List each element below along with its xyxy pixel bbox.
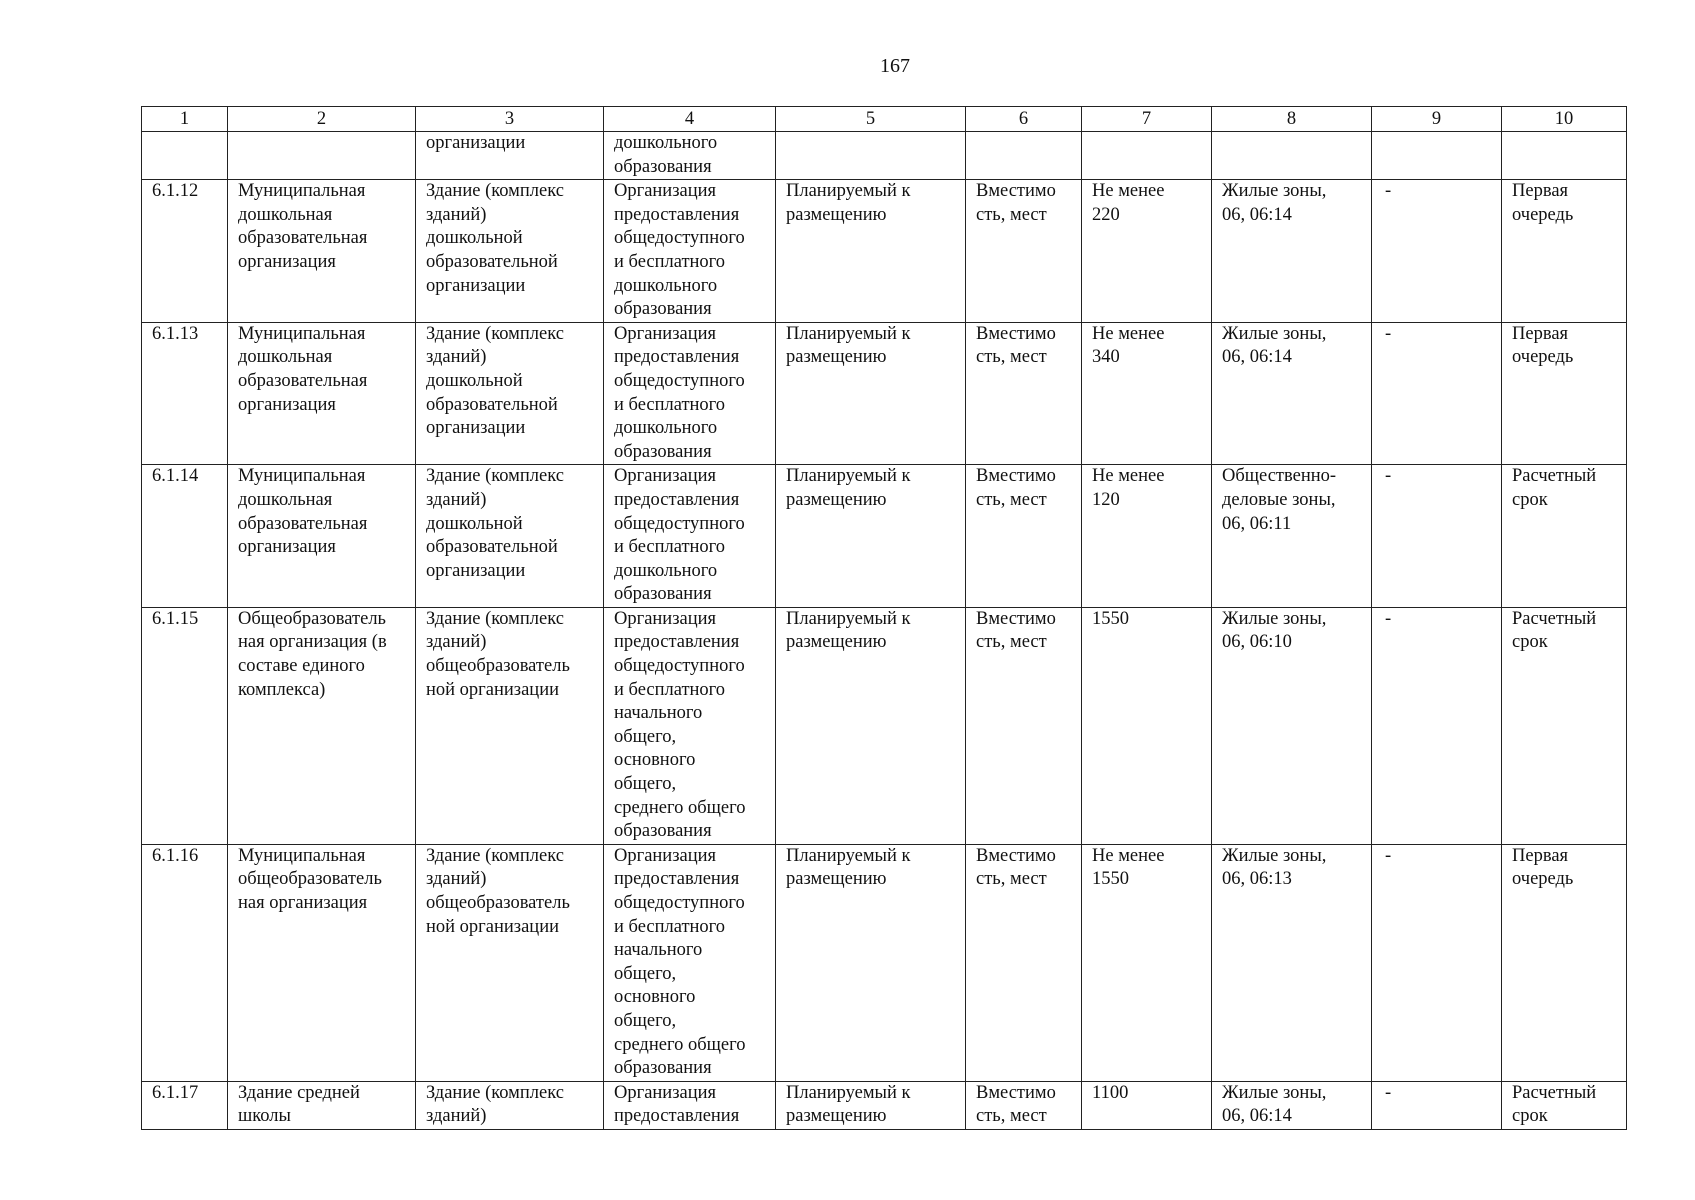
table-cell: 1100 [1082, 1081, 1212, 1129]
table-cell [966, 132, 1082, 180]
table-cell: Общественно- деловые зоны, 06, 06:11 [1212, 465, 1372, 608]
table-cell: Расчетный срок [1502, 1081, 1627, 1129]
table-cell [1082, 132, 1212, 180]
table-cell: Здание (комплекс зданий) дошкольной образовательной организации [416, 465, 604, 608]
table-cell: Расчетный срок [1502, 465, 1627, 608]
table-cell: Муниципальная дошкольная образовательная организация [228, 322, 416, 465]
table-cell: Не менее 1550 [1082, 844, 1212, 1081]
table-cell: Вместимо сть, мест [966, 607, 1082, 844]
table-cell: 6.1.12 [142, 180, 228, 323]
table-cell: Здание (комплекс зданий) общеобразователь ной организации [416, 844, 604, 1081]
table-cell: Планируемый к размещению [776, 465, 966, 608]
table-cell: - [1372, 180, 1502, 323]
table-cell: Организация предоставления общедоступного и бесплатного дошкольного образования [604, 465, 776, 608]
header-row [142, 107, 1627, 132]
table-cell: Не менее 120 [1082, 465, 1212, 608]
table-cell: Организация предоставления общедоступного и бесплатного начального общего, основного общего, среднего общего образования [604, 607, 776, 844]
table-cell: Не менее 340 [1082, 322, 1212, 465]
table-cell: Жилые зоны, 06, 06:14 [1212, 1081, 1372, 1129]
table-cell: - [1372, 1081, 1502, 1129]
table-cell: Первая очередь [1502, 844, 1627, 1081]
table-cell: Вместимо сть, мест [966, 322, 1082, 465]
column-header: 6 [966, 107, 1082, 132]
table-cell: Жилые зоны, 06, 06:14 [1212, 322, 1372, 465]
column-header: 10 [1502, 107, 1627, 132]
table-row [142, 844, 1627, 1081]
table-cell: 6.1.16 [142, 844, 228, 1081]
table-cell: Муниципальная дошкольная образовательная организация [228, 465, 416, 608]
table-cell: Организация предоставления общедоступного и бесплатного дошкольного образования [604, 322, 776, 465]
table-cell: Организация предоставления общедоступного и бесплатного начального общего, основного общего, среднего общего образования [604, 844, 776, 1081]
column-header: 9 [1372, 107, 1502, 132]
table-cell: Вместимо сть, мест [966, 465, 1082, 608]
table-row [142, 322, 1627, 465]
column-header: 1 [142, 107, 228, 132]
table-cell: Планируемый к размещению [776, 180, 966, 323]
table-row [142, 1081, 1627, 1129]
table-cell: дошкольного образования [604, 132, 776, 180]
table-cell: Первая очередь [1502, 322, 1627, 465]
table-cell [1212, 132, 1372, 180]
table-cell: Вместимо сть, мест [966, 844, 1082, 1081]
table-cell: 6.1.17 [142, 1081, 228, 1129]
table-cell: 6.1.13 [142, 322, 228, 465]
table-cell: 6.1.14 [142, 465, 228, 608]
table-cell: 6.1.15 [142, 607, 228, 844]
table-row [142, 132, 1627, 180]
table-cell: - [1372, 844, 1502, 1081]
table-cell: Первая очередь [1502, 180, 1627, 323]
column-header: 7 [1082, 107, 1212, 132]
table-cell: - [1372, 465, 1502, 608]
table-cell: Планируемый к размещению [776, 607, 966, 844]
table-cell: Здание (комплекс зданий) дошкольной образовательной организации [416, 180, 604, 323]
table-row [142, 465, 1627, 608]
table-cell: Здание (комплекс зданий) общеобразователь ной организации [416, 607, 604, 844]
column-header: 4 [604, 107, 776, 132]
table-cell: Муниципальная дошкольная образовательная организация [228, 180, 416, 323]
table-cell: Жилые зоны, 06, 06:14 [1212, 180, 1372, 323]
table-cell: Не менее 220 [1082, 180, 1212, 323]
planning-table [141, 106, 1627, 1130]
table-cell [142, 132, 228, 180]
table-cell: Планируемый к размещению [776, 322, 966, 465]
table-cell: Расчетный срок [1502, 607, 1627, 844]
table-cell: - [1372, 607, 1502, 844]
table-cell: Организация предоставления [604, 1081, 776, 1129]
table-cell: Общеобразователь ная организация (в составе единого комплекса) [228, 607, 416, 844]
table-cell: Планируемый к размещению [776, 844, 966, 1081]
table-cell: Муниципальная общеобразователь ная организация [228, 844, 416, 1081]
table-cell: Планируемый к размещению [776, 1081, 966, 1129]
table-cell: Вместимо сть, мест [966, 1081, 1082, 1129]
table-cell [1372, 132, 1502, 180]
table-cell: Здание средней школы [228, 1081, 416, 1129]
table-cell: Здание (комплекс зданий) [416, 1081, 604, 1129]
page-number: 167 [880, 55, 910, 77]
column-header: 5 [776, 107, 966, 132]
table-cell: 1550 [1082, 607, 1212, 844]
column-header: 2 [228, 107, 416, 132]
table-row [142, 607, 1627, 844]
column-header: 3 [416, 107, 604, 132]
column-header: 8 [1212, 107, 1372, 132]
table-cell: организации [416, 132, 604, 180]
table-cell: Организация предоставления общедоступного и бесплатного дошкольного образования [604, 180, 776, 323]
table-cell: Жилые зоны, 06, 06:10 [1212, 607, 1372, 844]
table-cell [1502, 132, 1627, 180]
table-cell: Здание (комплекс зданий) дошкольной образовательной организации [416, 322, 604, 465]
table-cell: Жилые зоны, 06, 06:13 [1212, 844, 1372, 1081]
table-cell [228, 132, 416, 180]
table-cell: - [1372, 322, 1502, 465]
table-cell: Вместимо сть, мест [966, 180, 1082, 323]
table-cell [776, 132, 966, 180]
table-row [142, 180, 1627, 323]
